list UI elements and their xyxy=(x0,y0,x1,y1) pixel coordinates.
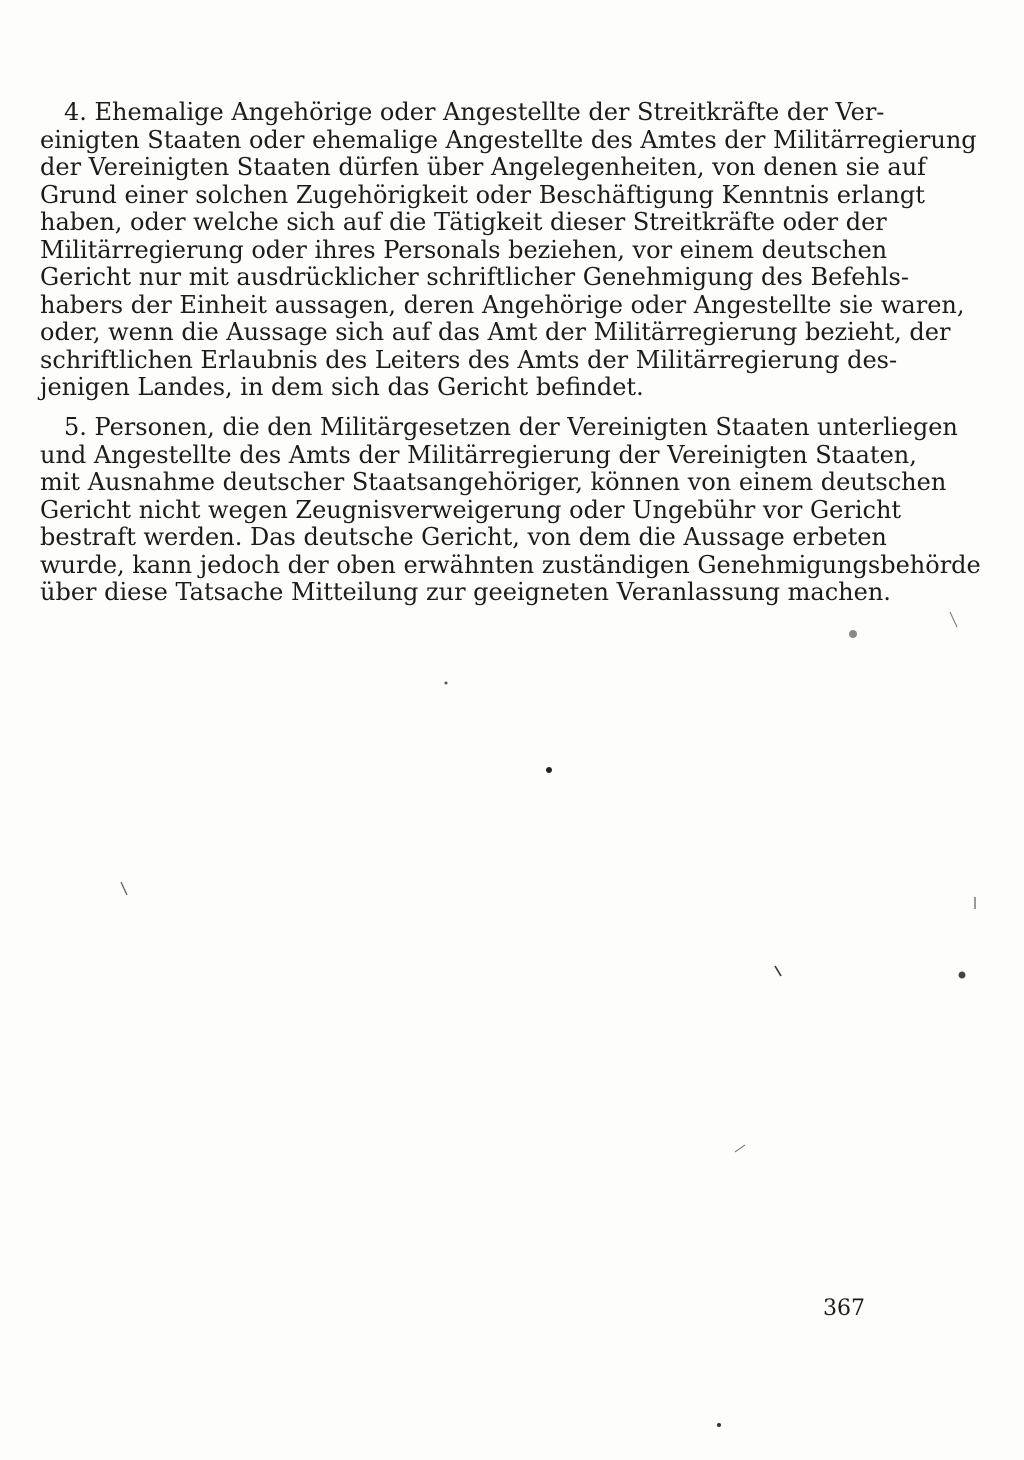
paragraph-line: Gericht nicht wegen Zeugnisverweigerung oder Ungebühr vor Gericht xyxy=(40,495,902,524)
paragraph-line: oder, wenn die Aussage sich auf das Amt der Militärregierung bezieht, der xyxy=(40,318,951,346)
paragraph-line: schriftlichen Erlaubnis des Leiters des Amts der Militärregierung des- xyxy=(40,345,898,374)
paragraph-line: haben, oder welche sich auf die Tätigkeit dieser Streitkräfte oder der xyxy=(40,208,887,236)
scan-mark xyxy=(775,966,781,976)
paragraph-line: und Angestellte des Amts der Militärregierung der Vereinigten Staaten, xyxy=(40,440,917,469)
paragraph-line: bestraft werden. Das deutsche Gericht, von dem die Aussage erbeten xyxy=(40,523,887,551)
paragraph-line: über diese Tatsache Mitteilung zur geeigneten Veranlassung machen. xyxy=(40,578,891,606)
paragraph-line: Gericht nur mit ausdrücklicher schriftlicher Genehmigung des Befehls- xyxy=(40,263,909,291)
paragraph-line: wurde, kann jedoch der oben erwähnten zuständigen Genehmigungsbehörde xyxy=(40,550,981,579)
scan-speck xyxy=(445,682,448,685)
scan-speck xyxy=(717,1423,721,1427)
scan-speck xyxy=(849,630,857,638)
paragraph-line: 4. Ehemalige Angehörige oder Angestellte der Streitkräfte der Ver- xyxy=(64,98,885,126)
scan-speck xyxy=(959,972,966,979)
scan-speck xyxy=(546,767,552,773)
paragraph-line: einigten Staaten oder ehemalige Angestellte des Amtes der Militärregierung xyxy=(40,125,977,154)
paragraph-line: 5. Personen, die den Militärgesetzen der Vereinigten Staaten unterliegen xyxy=(64,413,958,441)
scan-mark xyxy=(735,1145,745,1152)
paragraph-line: habers der Einheit aussagen, deren Angehörige oder Angestellte sie waren, xyxy=(40,290,965,319)
paragraph-line: jenigen Landes, in dem sich das Gericht befindet. xyxy=(40,373,644,401)
scan-mark xyxy=(950,612,957,627)
paragraph-line: mit Ausnahme deutscher Staatsangehöriger, können von einem deutschen xyxy=(40,468,947,496)
page-number: 367 xyxy=(823,1296,865,1321)
scan-mark xyxy=(121,882,127,895)
paragraph-line: Militärregierung oder ihres Personals beziehen, vor einem deutschen xyxy=(40,235,888,264)
paragraph-line: Grund einer solchen Zugehörigkeit oder Beschäftigung Kenntnis erlangt xyxy=(40,180,925,209)
paragraph-line: der Vereinigten Staaten dürfen über Angelegenheiten, von denen sie auf xyxy=(40,153,927,181)
